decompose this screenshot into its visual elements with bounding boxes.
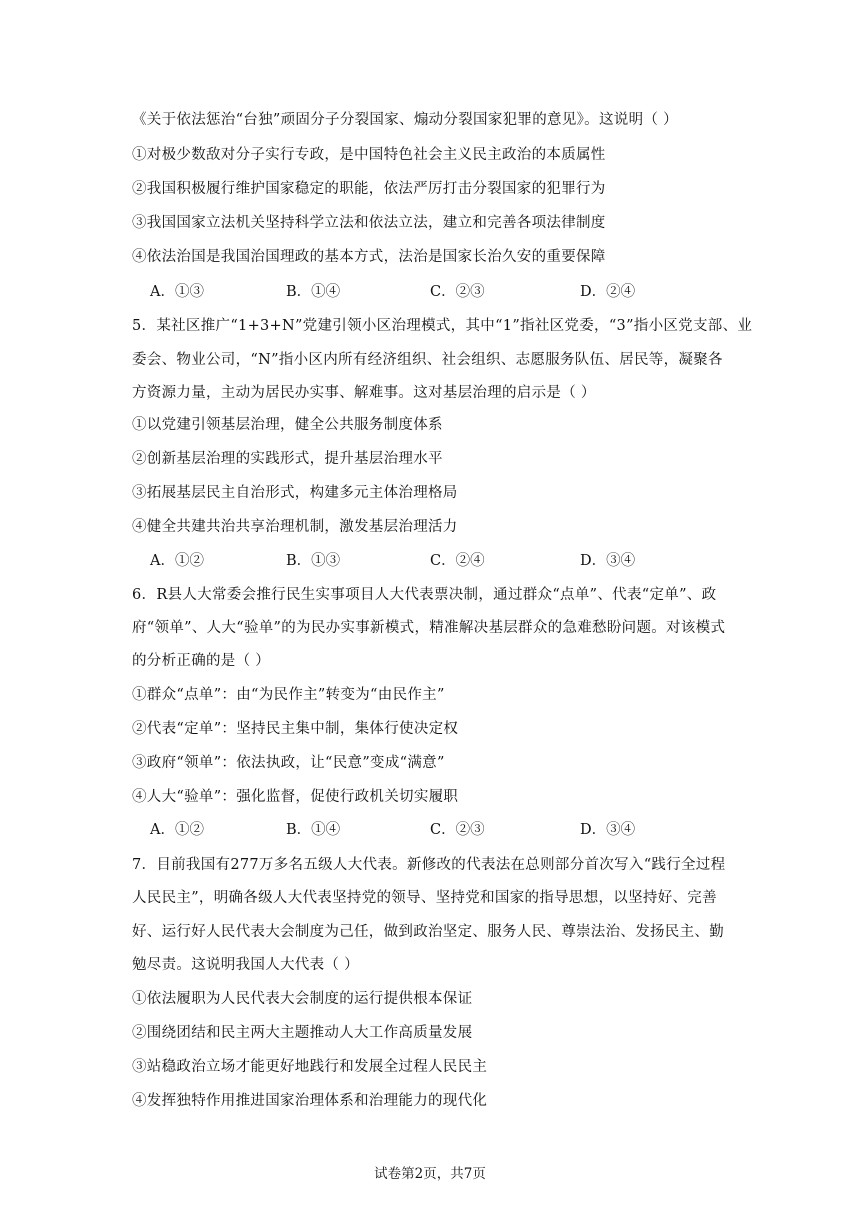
- q4-stem-tail: 《关于依法惩治“台独”顽固分子分裂国家、煽动分裂国家犯罪的意见》。这说明（ ）: [132, 112, 678, 128]
- q4-option-d[interactable]: D．②④: [580, 284, 636, 300]
- q6-option-c[interactable]: C．②③: [430, 822, 485, 838]
- q4-option-b[interactable]: B．①④: [286, 284, 341, 300]
- q6-stem-line-1: 6．R县人大常委会推行民生实事项目人大代表票决制，通过群众“点单”、代表“定单”、政: [132, 587, 717, 603]
- q4-statement-3: ③我国国家立法机关坚持科学立法和依法立法，建立和完善各项法律制度: [132, 215, 606, 231]
- q5-option-d[interactable]: D．③④: [580, 553, 636, 569]
- page-footer: 试卷第2页，共7页: [374, 1166, 486, 1182]
- q6-option-d[interactable]: D．③④: [580, 822, 636, 838]
- q6-stem-line-3: 的分析正确的是（ ）: [132, 653, 271, 669]
- q5-statement-4: ④健全共建共治共享治理机制，激发基层治理活力: [132, 519, 458, 535]
- q7-statement-3: ③站稳政治立场才能更好地践行和发展全过程人民民主: [132, 1059, 488, 1075]
- q4-statement-1: ①对极少数敌对分子实行专政，是中国特色社会主义民主政治的本质属性: [132, 147, 606, 163]
- q7-stem-line-1: 7．目前我国有277万多名五级人大代表。新修改的代表法在总则部分首次写入“践行全过程: [132, 857, 726, 873]
- q5-statement-1: ①以党建引领基层治理，健全公共服务制度体系: [132, 417, 443, 433]
- q5-option-c[interactable]: C．②④: [430, 553, 485, 569]
- q5-stem-line-2: 委会、物业公司，“N”指小区内所有经济组织、社会组织、志愿服务队伍、居民等，凝聚各: [132, 352, 723, 368]
- q6-option-b[interactable]: B．①④: [286, 822, 341, 838]
- q5-option-b[interactable]: B．①③: [286, 553, 341, 569]
- q5-stem-line-3: 方资源力量，主动为居民办实事、解难事。这对基层治理的启示是（ ）: [132, 385, 596, 401]
- q4-statement-4: ④依法治国是我国治国理政的基本方式，法治是国家长治久安的重要保障: [132, 249, 606, 265]
- q7-statement-4: ④发挥独特作用推进国家治理体系和治理能力的现代化: [132, 1093, 488, 1109]
- q6-statement-1: ①群众“点单”：由“为民作主”转变为“由民作主”: [132, 687, 445, 703]
- q6-statement-4: ④人大“验单”：强化监督，促使行政机关切实履职: [132, 789, 459, 805]
- q5-option-a[interactable]: A．①②: [150, 553, 204, 569]
- q5-statement-2: ②创新基层治理的实践形式，提升基层治理水平: [132, 451, 443, 467]
- q5-stem-line-1: 5．某社区推广“1+3+N”党建引领小区治理模式，其中“1”指社区党委，“3”指小区党支部、业: [132, 318, 753, 334]
- q4-option-a[interactable]: A．①③: [150, 284, 204, 300]
- q6-stem-line-2: 府“领单”、人大“验单”的为民办实事新模式，精准解决基层群众的急难愁盼问题。对该模式: [132, 620, 726, 636]
- q7-statement-1: ①依法履职为人民代表大会制度的运行提供根本保证: [132, 991, 473, 1007]
- q6-option-a[interactable]: A．①②: [150, 822, 204, 838]
- q6-statement-3: ③政府“领单”：依法执政，让“民意”变成“满意”: [132, 755, 445, 771]
- q7-stem-line-3: 好、运行好人民代表大会制度为己任，做到政治坚定、服务人民、尊崇法治、发扬民主、勤: [132, 924, 724, 940]
- q4-option-c[interactable]: C．②③: [430, 284, 485, 300]
- q5-statement-3: ③拓展基层民主自治形式，构建多元主体治理格局: [132, 485, 458, 501]
- q7-stem-line-4: 勉尽责。这说明我国人大代表（ ）: [132, 957, 359, 973]
- q4-statement-2: ②我国积极履行维护国家稳定的职能，依法严厉打击分裂国家的犯罪行为: [132, 181, 606, 197]
- q6-statement-2: ②代表“定单”：坚持民主集中制，集体行使决定权: [132, 721, 459, 737]
- q7-stem-line-2: 人民民主”，明确各级人大代表坚持党的领导、坚持党和国家的指导思想，以坚持好、完善: [132, 890, 717, 906]
- q7-statement-2: ②围绕团结和民主两大主题推动人大工作高质量发展: [132, 1025, 473, 1041]
